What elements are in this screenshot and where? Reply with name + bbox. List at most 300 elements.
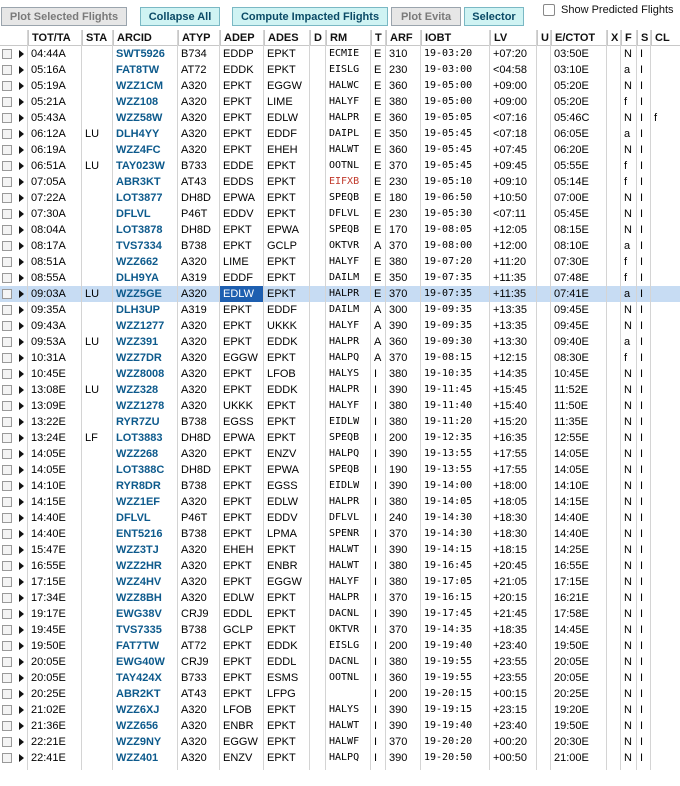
cell-ectot: 10:45E	[554, 368, 589, 380]
table-row[interactable]	[0, 398, 680, 414]
cell-s: I	[640, 352, 644, 364]
cell-arcid[interactable]: WZZ1277	[116, 320, 165, 332]
table-row[interactable]	[0, 254, 680, 270]
table-row[interactable]	[0, 686, 680, 702]
table-row[interactable]	[0, 654, 680, 670]
table-row[interactable]	[0, 286, 680, 302]
cell-ades: EDLW	[267, 112, 298, 124]
table-row[interactable]	[0, 430, 680, 446]
table-row[interactable]	[0, 222, 680, 238]
table-row[interactable]	[0, 526, 680, 542]
cell-arcid[interactable]: WZZ3TJ	[116, 544, 159, 556]
cell-u	[537, 734, 551, 750]
row-checkbox[interactable]	[2, 481, 12, 491]
table-row[interactable]	[0, 46, 680, 62]
cell-arf: 350	[389, 272, 408, 284]
cell-x	[607, 142, 621, 158]
cell-arcid[interactable]: WZZ2HR	[116, 560, 162, 572]
cell-iobt: 19-05:05	[424, 112, 473, 123]
expand-arrow-icon[interactable]	[19, 274, 24, 282]
cell-x	[607, 190, 621, 206]
expand-arrow-icon[interactable]	[19, 290, 24, 298]
expand-arrow-icon[interactable]	[19, 98, 24, 106]
cell-tot-ta: 15:47E	[31, 544, 66, 556]
cell-arcid[interactable]: LOT3878	[116, 224, 163, 236]
table-row[interactable]	[0, 334, 680, 350]
cell-arcid[interactable]: WZZ1278	[116, 400, 165, 412]
row-checkbox[interactable]	[2, 545, 12, 555]
column-header-lv[interactable]: LV	[490, 30, 537, 46]
row-checkbox[interactable]	[2, 417, 12, 427]
collapse-all-button[interactable]: Collapse All	[140, 7, 220, 26]
table-row[interactable]	[0, 734, 680, 750]
cell-arcid[interactable]: FAT8TW	[116, 64, 160, 76]
row-checkbox[interactable]	[2, 513, 12, 523]
row-checkbox[interactable]	[2, 673, 12, 683]
expand-arrow-icon[interactable]	[19, 642, 24, 650]
cell-d	[310, 430, 326, 446]
cell-arcid[interactable]: DLH3UP	[116, 304, 161, 316]
cell-ectot: 09:40E	[554, 336, 589, 348]
cell-s: I	[640, 608, 644, 620]
cell-arcid[interactable]: WZZ391	[116, 336, 159, 348]
expand-arrow-icon[interactable]	[19, 258, 24, 266]
row-checkbox[interactable]	[2, 689, 12, 699]
row-checkbox[interactable]	[2, 657, 12, 667]
cell-arcid[interactable]: RYR7ZU	[116, 416, 160, 428]
row-checkbox[interactable]	[2, 577, 12, 587]
table-row[interactable]	[0, 670, 680, 686]
cell-f: N	[624, 48, 632, 60]
table-row[interactable]	[0, 110, 680, 126]
plot-evita-button[interactable]: Plot Evita	[391, 7, 461, 26]
cell-rm: EIDLW	[329, 480, 360, 491]
cell-arcid[interactable]: LOT3877	[116, 192, 163, 204]
expand-arrow-icon[interactable]	[19, 626, 24, 634]
table-row[interactable]	[0, 574, 680, 590]
cell-s: I	[640, 736, 644, 748]
cell-u	[537, 174, 551, 190]
cell-arcid[interactable]: DFLVL	[116, 512, 151, 524]
cell-arcid[interactable]: WZZ8BH	[116, 592, 162, 604]
cell-lv: +07:20	[493, 48, 527, 60]
row-checkbox[interactable]	[2, 81, 12, 91]
cell-arcid[interactable]: WZZ58W	[116, 112, 163, 124]
cell-ectot: 06:05E	[554, 128, 589, 140]
column-header-iobt[interactable]: IOBT	[421, 30, 490, 46]
expand-arrow-icon[interactable]	[19, 690, 24, 698]
show-predicted-checkbox[interactable]	[543, 4, 555, 16]
cell-arcid[interactable]: TVS7334	[116, 240, 162, 252]
cell-lv: +13:35	[493, 320, 527, 332]
cell-arcid[interactable]: WZZ108	[116, 96, 159, 108]
table-row[interactable]	[0, 462, 680, 478]
expand-arrow-icon[interactable]	[19, 594, 24, 602]
cell-adep: EPKT	[223, 384, 252, 396]
row-checkbox[interactable]	[2, 161, 12, 171]
table-row[interactable]	[0, 622, 680, 638]
column-header-arcid[interactable]: ARCID	[113, 30, 178, 46]
column-header-f[interactable]: F	[621, 30, 637, 46]
cell-arcid[interactable]: WZZ328	[116, 384, 159, 396]
cell-ectot: 14:45E	[554, 624, 589, 636]
cell-arcid[interactable]: WZZ4FC	[116, 144, 161, 156]
table-row[interactable]	[0, 350, 680, 366]
cell-arcid[interactable]: ENT5216	[116, 528, 163, 540]
cell-arcid[interactable]: WZZ4HV	[116, 576, 162, 588]
cell-arcid[interactable]: WZZ1CM	[116, 80, 164, 92]
expand-arrow-icon[interactable]	[19, 498, 24, 506]
expand-arrow-icon[interactable]	[19, 354, 24, 362]
cell-arcid[interactable]: TAY023W	[116, 160, 165, 172]
expand-arrow-icon[interactable]	[19, 610, 24, 618]
cell-iobt: 19-05:45	[424, 128, 473, 139]
table-row[interactable]	[0, 238, 680, 254]
expand-arrow-icon[interactable]	[19, 674, 24, 682]
row-checkbox[interactable]	[2, 433, 12, 443]
table-row[interactable]	[0, 126, 680, 142]
cell-tot-ta: 19:50E	[31, 640, 66, 652]
cell-arcid[interactable]: LOT388C	[116, 464, 165, 476]
cell-t: A	[374, 304, 382, 316]
cell-rm: HALPR	[329, 288, 360, 299]
cell-arcid[interactable]: LOT3883	[116, 432, 163, 444]
column-header-d[interactable]: D	[310, 30, 326, 46]
row-checkbox[interactable]	[2, 593, 12, 603]
cell-ectot: 09:45E	[554, 320, 589, 332]
table-row[interactable]	[0, 542, 680, 558]
cell-u	[537, 142, 551, 158]
cell-x	[607, 286, 621, 302]
cell-ectot: 03:50E	[554, 48, 589, 60]
cell-tot-ta: 22:21E	[31, 736, 66, 748]
table-row[interactable]	[0, 142, 680, 158]
row-checkbox[interactable]	[2, 721, 12, 731]
expand-arrow-icon[interactable]	[19, 146, 24, 154]
table-row[interactable]	[0, 590, 680, 606]
table-row[interactable]	[0, 494, 680, 510]
table-row[interactable]	[0, 558, 680, 574]
cell-arcid[interactable]: DFLVL	[116, 208, 151, 220]
cell-sta	[82, 414, 113, 430]
row-checkbox[interactable]	[2, 257, 12, 267]
row-checkbox[interactable]	[2, 193, 12, 203]
cell-t: I	[374, 368, 378, 380]
cell-arcid[interactable]: TVS7335	[116, 624, 162, 636]
cell-arcid[interactable]: SWT5926	[116, 48, 165, 60]
cell-atyp: A320	[181, 544, 207, 556]
row-checkbox[interactable]	[2, 369, 12, 379]
column-header-arf[interactable]: ARF	[386, 30, 421, 46]
expand-arrow-icon[interactable]	[19, 82, 24, 90]
row-checkbox[interactable]	[2, 737, 12, 747]
table-row[interactable]	[0, 206, 680, 222]
cell-adep: EPKT	[223, 640, 252, 652]
table-row[interactable]	[0, 174, 680, 190]
expand-arrow-icon[interactable]	[19, 370, 24, 378]
column-header-u[interactable]: U	[537, 30, 551, 46]
cell-arcid[interactable]: DLH9YA	[116, 272, 159, 284]
expand-arrow-icon[interactable]	[19, 418, 24, 426]
cell-arcid[interactable]: EWG40W	[116, 656, 165, 668]
row-checkbox[interactable]	[2, 209, 12, 219]
cell-arcid[interactable]: WZZ5GE	[116, 288, 162, 300]
cell-cl	[651, 686, 680, 702]
cell-lv: +18:00	[493, 480, 527, 492]
cell-arcid[interactable]: WZZ9NY	[116, 736, 162, 748]
cell-sta	[82, 238, 113, 254]
table-row[interactable]	[0, 366, 680, 382]
cell-arcid[interactable]: DLH4YY	[116, 128, 160, 140]
cell-arf: 390	[389, 608, 408, 620]
cell-lv: +17:55	[493, 448, 527, 460]
cell-arcid[interactable]: WZZ662	[116, 256, 159, 268]
table-row[interactable]	[0, 382, 680, 398]
cell-ades: EPKT	[267, 176, 296, 188]
column-header-s[interactable]: S	[637, 30, 651, 46]
cell-f: N	[624, 720, 632, 732]
table-row[interactable]	[0, 270, 680, 286]
column-divider	[489, 30, 490, 770]
cell-sta: LF	[85, 432, 98, 444]
cell-d	[310, 670, 326, 686]
cell-u	[537, 382, 551, 398]
table-row[interactable]	[0, 414, 680, 430]
expand-arrow-icon[interactable]	[19, 306, 24, 314]
cell-iobt: 19-14:00	[424, 480, 473, 491]
row-checkbox[interactable]	[2, 465, 12, 475]
table-row[interactable]	[0, 94, 680, 110]
cell-s: I	[640, 224, 644, 236]
selector-button[interactable]: Selector	[464, 7, 524, 26]
expand-arrow-icon[interactable]	[19, 402, 24, 410]
cell-arcid[interactable]: RYR8DR	[116, 480, 161, 492]
cell-arcid[interactable]: WZZ7DR	[116, 352, 162, 364]
expand-arrow-icon[interactable]	[19, 162, 24, 170]
expand-arrow-icon[interactable]	[19, 514, 24, 522]
row-checkbox[interactable]	[2, 49, 12, 59]
expand-arrow-icon[interactable]	[19, 530, 24, 538]
cell-t: E	[374, 144, 382, 156]
cell-arf: 170	[389, 224, 408, 236]
plot-selected-flights-button[interactable]: Plot Selected Flights	[1, 7, 127, 26]
row-checkbox[interactable]	[2, 113, 12, 123]
expand-arrow-icon[interactable]	[19, 50, 24, 58]
column-header-tot-ta[interactable]: TOT/TA	[28, 30, 82, 46]
row-checkbox[interactable]	[2, 129, 12, 139]
cell-atyp: DH8D	[181, 464, 211, 476]
row-checkbox[interactable]	[2, 385, 12, 395]
expand-arrow-icon[interactable]	[19, 66, 24, 74]
column-header-rm[interactable]: RM	[326, 30, 371, 46]
expand-arrow-icon[interactable]	[19, 466, 24, 474]
cell-ades: EHEH	[267, 144, 298, 156]
show-predicted-toggle[interactable]	[543, 4, 674, 16]
row-checkbox[interactable]	[2, 609, 12, 619]
row-checkbox[interactable]	[2, 497, 12, 507]
expand-arrow-icon[interactable]	[19, 658, 24, 666]
cell-sta	[82, 190, 113, 206]
table-row[interactable]	[0, 158, 680, 174]
cell-d	[310, 718, 326, 734]
expand-arrow-icon[interactable]	[19, 562, 24, 570]
cell-arcid[interactable]: TAY424X	[116, 672, 162, 684]
column-header-ades[interactable]: ADES	[264, 30, 310, 46]
expand-arrow-icon[interactable]	[19, 706, 24, 714]
table-row[interactable]	[0, 750, 680, 766]
cell-adep: ENBR	[223, 720, 254, 732]
table-row[interactable]	[0, 78, 680, 94]
cell-arcid[interactable]: WZZ656	[116, 720, 159, 732]
row-checkbox[interactable]	[2, 65, 12, 75]
cell-ades: EGSS	[267, 480, 298, 492]
cell-t: E	[374, 48, 382, 60]
cell-cl	[651, 622, 680, 638]
table-row[interactable]	[0, 510, 680, 526]
column-divider	[420, 30, 421, 770]
cell-t: I	[374, 720, 378, 732]
cell-rm: OKTVR	[329, 240, 360, 251]
expand-arrow-icon[interactable]	[19, 546, 24, 554]
cell-iobt: 19-17:45	[424, 608, 473, 619]
cell-f: f	[624, 352, 628, 364]
table-row[interactable]	[0, 702, 680, 718]
expand-arrow-icon[interactable]	[19, 738, 24, 746]
row-checkbox[interactable]	[2, 401, 12, 411]
row-checkbox[interactable]	[2, 625, 12, 635]
cell-s: I	[640, 288, 644, 300]
row-checkbox[interactable]	[2, 289, 12, 299]
cell-sta	[82, 142, 113, 158]
cell-arf: 190	[389, 464, 408, 476]
table-row[interactable]	[0, 62, 680, 78]
column-header-cl[interactable]: CL	[651, 30, 680, 46]
cell-u	[537, 302, 551, 318]
expand-arrow-icon[interactable]	[19, 130, 24, 138]
row-checkbox[interactable]	[2, 753, 12, 763]
row-checkbox[interactable]	[2, 705, 12, 715]
row-checkbox[interactable]	[2, 529, 12, 539]
table-row[interactable]	[0, 302, 680, 318]
cell-sta	[82, 622, 113, 638]
cell-s: I	[640, 80, 644, 92]
cell-ades: EDDV	[267, 512, 298, 524]
cell-arcid[interactable]: FAT7TW	[116, 640, 160, 652]
cell-ectot: 20:30E	[554, 736, 589, 748]
cell-arf: 360	[389, 672, 408, 684]
cell-arcid[interactable]: WZZ1EF	[116, 496, 160, 508]
table-row[interactable]	[0, 446, 680, 462]
row-checkbox[interactable]	[2, 225, 12, 235]
row-checkbox[interactable]	[2, 321, 12, 331]
cell-f: N	[624, 704, 632, 716]
cell-d	[310, 142, 326, 158]
column-header-sta[interactable]: STA	[82, 30, 113, 46]
cell-lv: +20:45	[493, 560, 527, 572]
cell-cl	[651, 558, 680, 574]
cell-lv: +18:15	[493, 544, 527, 556]
cell-d	[310, 638, 326, 654]
cell-arcid[interactable]: WZZ6XJ	[116, 704, 160, 716]
compute-impacted-flights-button[interactable]: Compute Impacted Flights	[232, 7, 388, 26]
cell-u	[537, 350, 551, 366]
table-row[interactable]	[0, 318, 680, 334]
cell-sta: LU	[85, 288, 100, 300]
expand-arrow-icon[interactable]	[19, 450, 24, 458]
expand-arrow-icon[interactable]	[19, 338, 24, 346]
cell-x	[607, 478, 621, 494]
cell-adep: EGGW	[223, 352, 258, 364]
row-checkbox[interactable]	[2, 337, 12, 347]
column-header-t[interactable]: T	[371, 30, 386, 46]
column-header-atyp[interactable]: ATYP	[178, 30, 220, 46]
table-row[interactable]	[0, 478, 680, 494]
expand-arrow-icon[interactable]	[19, 178, 24, 186]
expand-arrow-icon[interactable]	[19, 482, 24, 490]
table-row[interactable]	[0, 190, 680, 206]
cell-rm: HALWC	[329, 80, 360, 91]
cell-f: a	[624, 336, 631, 348]
cell-x	[607, 702, 621, 718]
row-checkbox[interactable]	[2, 145, 12, 155]
cell-arcid[interactable]: ABR3KT	[116, 176, 161, 188]
table-row[interactable]	[0, 606, 680, 622]
expand-arrow-icon[interactable]	[19, 114, 24, 122]
expand-arrow-icon[interactable]	[19, 322, 24, 330]
row-checkbox[interactable]	[2, 241, 12, 251]
cell-u	[537, 334, 551, 350]
cell-x	[607, 270, 621, 286]
table-row[interactable]	[0, 638, 680, 654]
expand-arrow-icon[interactable]	[19, 242, 24, 250]
cell-tot-ta: 14:10E	[31, 480, 66, 492]
column-header-adep[interactable]: ADEP	[220, 30, 264, 46]
cell-u	[537, 318, 551, 334]
row-checkbox[interactable]	[2, 97, 12, 107]
row-checkbox[interactable]	[2, 449, 12, 459]
cell-arcid[interactable]: WZZ268	[116, 448, 159, 460]
cell-x	[607, 430, 621, 446]
row-checkbox[interactable]	[2, 177, 12, 187]
row-checkbox[interactable]	[2, 305, 12, 315]
cell-arcid[interactable]: EWG38V	[116, 608, 162, 620]
cell-cl	[651, 286, 680, 302]
column-divider	[219, 30, 220, 770]
row-checkbox[interactable]	[2, 641, 12, 651]
toolbar	[0, 0, 680, 30]
expand-arrow-icon[interactable]	[19, 386, 24, 394]
expand-arrow-icon[interactable]	[19, 754, 24, 762]
column-header-x[interactable]: X	[607, 30, 621, 46]
expand-arrow-icon[interactable]	[19, 194, 24, 202]
row-checkbox[interactable]	[2, 561, 12, 571]
cell-arcid[interactable]: ABR2KT	[116, 688, 161, 700]
cell-cl	[651, 142, 680, 158]
expand-arrow-icon[interactable]	[19, 434, 24, 442]
row-checkbox[interactable]	[2, 273, 12, 283]
cell-arcid[interactable]: WZZ401	[116, 752, 159, 764]
expand-arrow-icon[interactable]	[19, 226, 24, 234]
column-header-ectot[interactable]: E/CTOT	[551, 30, 607, 46]
expand-arrow-icon[interactable]	[19, 722, 24, 730]
expand-arrow-icon[interactable]	[19, 210, 24, 218]
cell-arcid[interactable]: WZZ8008	[116, 368, 165, 380]
expand-arrow-icon[interactable]	[19, 578, 24, 586]
cell-atyp: B738	[181, 480, 207, 492]
table-row[interactable]	[0, 718, 680, 734]
row-checkbox[interactable]	[2, 353, 12, 363]
cell-lv: <07:16	[493, 112, 527, 124]
